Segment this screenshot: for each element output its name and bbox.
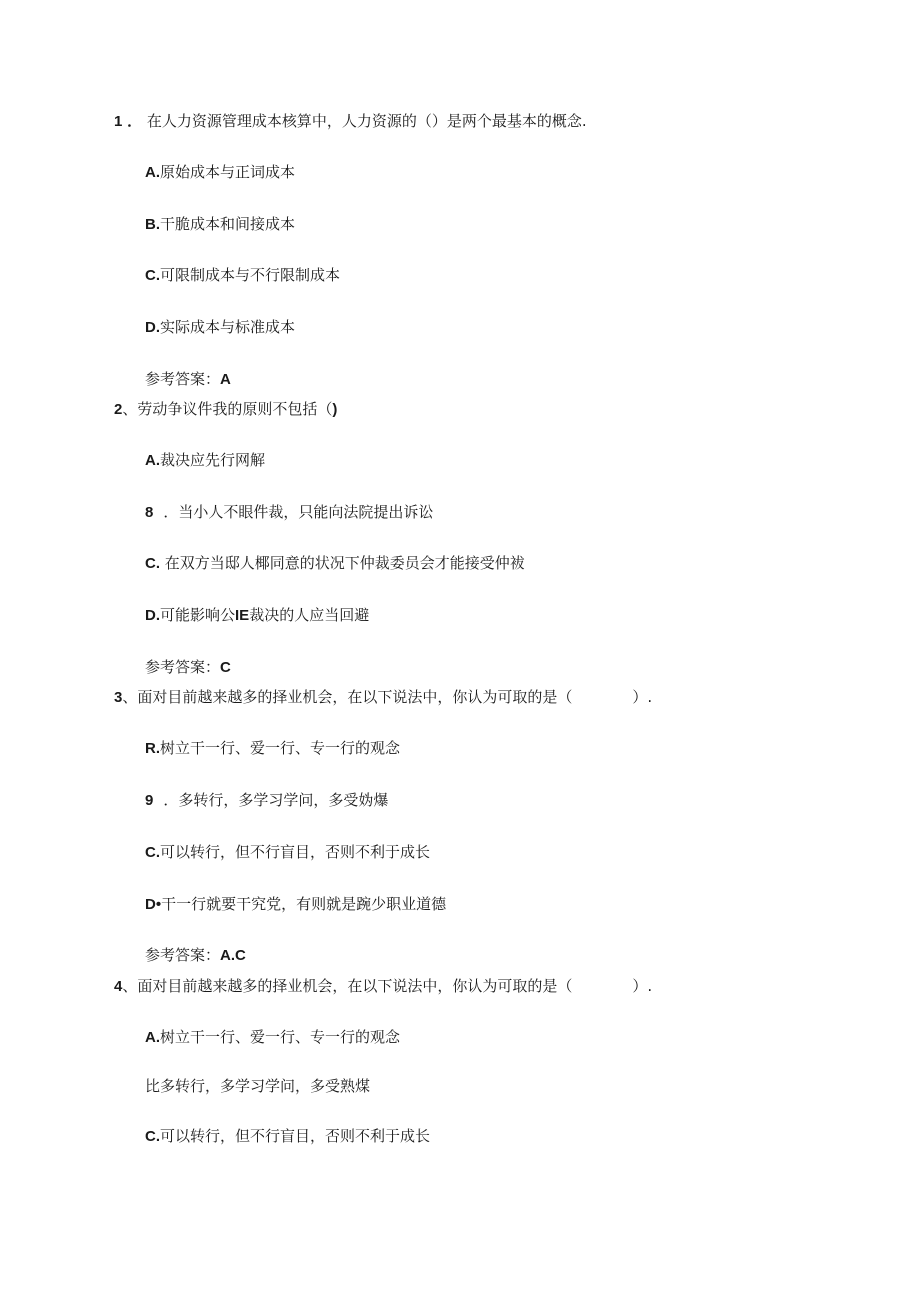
question-separator: ． <box>127 113 143 130</box>
option-text: 干脆成本和间接成本 <box>160 215 296 233</box>
question-1-option-b <box>145 214 295 235</box>
question-stem: 劳动争议件我的原则不包括（ <box>137 400 333 418</box>
option-text: 树立干一行、爱一行、专一行的观念 <box>160 739 401 757</box>
option-label: B. <box>145 216 160 233</box>
question-3-answer <box>145 945 246 966</box>
option-label: C. <box>145 1128 160 1145</box>
question-separator: 、 <box>122 977 138 995</box>
question-2-option-b <box>145 502 433 523</box>
option-text: 比多转行，多学习学问，多受熟煤 <box>145 1077 371 1095</box>
option-text: 干一行就要干究党，有则就是踠少职业道德 <box>161 895 447 913</box>
answer-value: A <box>220 371 231 388</box>
question-1-option-d <box>145 317 295 338</box>
option-text-tail: 裁决的人应当回避 <box>249 606 370 624</box>
question-number: 1 <box>114 113 123 130</box>
question-3-option-d <box>145 894 446 915</box>
option-label: R. <box>145 740 160 757</box>
question-3-option-c <box>145 842 430 863</box>
option-text: ．多转行，多学习学问，多受妫爆 <box>163 791 389 809</box>
option-label: D. <box>145 319 160 336</box>
answer-label: 参考答案： <box>145 946 221 964</box>
question-1-answer <box>145 369 231 390</box>
question-2-option-d <box>145 605 369 626</box>
question-stem: 面对目前越来越多的择业机会，在以下说法中，你认为可取的是（ ）. <box>137 977 653 995</box>
question-4-option-a <box>145 1027 400 1048</box>
question-number: 2 <box>114 401 123 418</box>
option-text: 可限制成本与不行限制成本 <box>160 266 341 284</box>
question-stem: 在人力资源管理成本核算中，人力资源的（）是两个最基本的概念. <box>146 112 587 130</box>
option-text: 在双方当邸人椰同意的状况下仲裁委员会才能接受仲袚 <box>160 554 525 572</box>
option-text: 可能影响公 <box>160 606 236 624</box>
question-separator: 、 <box>122 688 138 706</box>
answer-label: 参考答案： <box>145 370 221 388</box>
option-label: A. <box>145 1029 160 1046</box>
option-label: C. <box>145 555 160 572</box>
question-stem: 面对目前越来越多的择业机会，在以下说法中，你认为可取的是（ ）. <box>137 688 653 706</box>
option-label: C. <box>145 844 160 861</box>
option-text: 裁决应先行网解 <box>160 451 266 469</box>
question-number: 3 <box>114 689 123 706</box>
question-2-answer <box>145 657 231 678</box>
option-label: A. <box>145 452 160 469</box>
option-text: ．当小人不眼件裁，只能向法院提出诉讼 <box>163 503 434 521</box>
option-text: 树立干一行、爱一行、专一行的观念 <box>160 1028 401 1046</box>
question-3-option-b <box>145 790 388 811</box>
question-1-option-a <box>145 162 295 183</box>
answer-label: 参考答案： <box>145 658 221 676</box>
option-label: 8 <box>145 504 154 521</box>
option-text: 原始成本与正词成本 <box>160 163 296 181</box>
option-text: 可以转行，但不行盲目，否则不利于成长 <box>160 843 431 861</box>
question-number: 4 <box>114 978 123 995</box>
question-separator: 、 <box>122 400 138 418</box>
question-2-option-c <box>145 553 525 574</box>
option-text: 可以转行，但不行盲目，否则不利于成长 <box>160 1127 431 1145</box>
option-label: D• <box>145 896 162 913</box>
question-4-option-c <box>145 1126 430 1147</box>
option-text: 实际成本与标准成本 <box>160 318 296 336</box>
question-2-option-a <box>145 450 265 471</box>
option-label: 9 <box>145 792 154 809</box>
answer-value: A.C <box>220 947 246 964</box>
question-1-stem-line <box>114 111 587 132</box>
question-2-stem-line <box>114 399 337 420</box>
option-label: C. <box>145 267 160 284</box>
answer-value: C <box>220 659 231 676</box>
question-3-stem-line <box>114 687 652 708</box>
question-1-option-c <box>145 265 340 286</box>
option-label: D. <box>145 607 160 624</box>
question-4-option-b <box>145 1076 370 1096</box>
option-label: A. <box>145 164 160 181</box>
question-3-option-a <box>145 738 400 759</box>
question-stem-end: ) <box>332 401 338 418</box>
question-4-stem-line <box>114 976 652 997</box>
option-text-bold: IE <box>235 607 250 624</box>
